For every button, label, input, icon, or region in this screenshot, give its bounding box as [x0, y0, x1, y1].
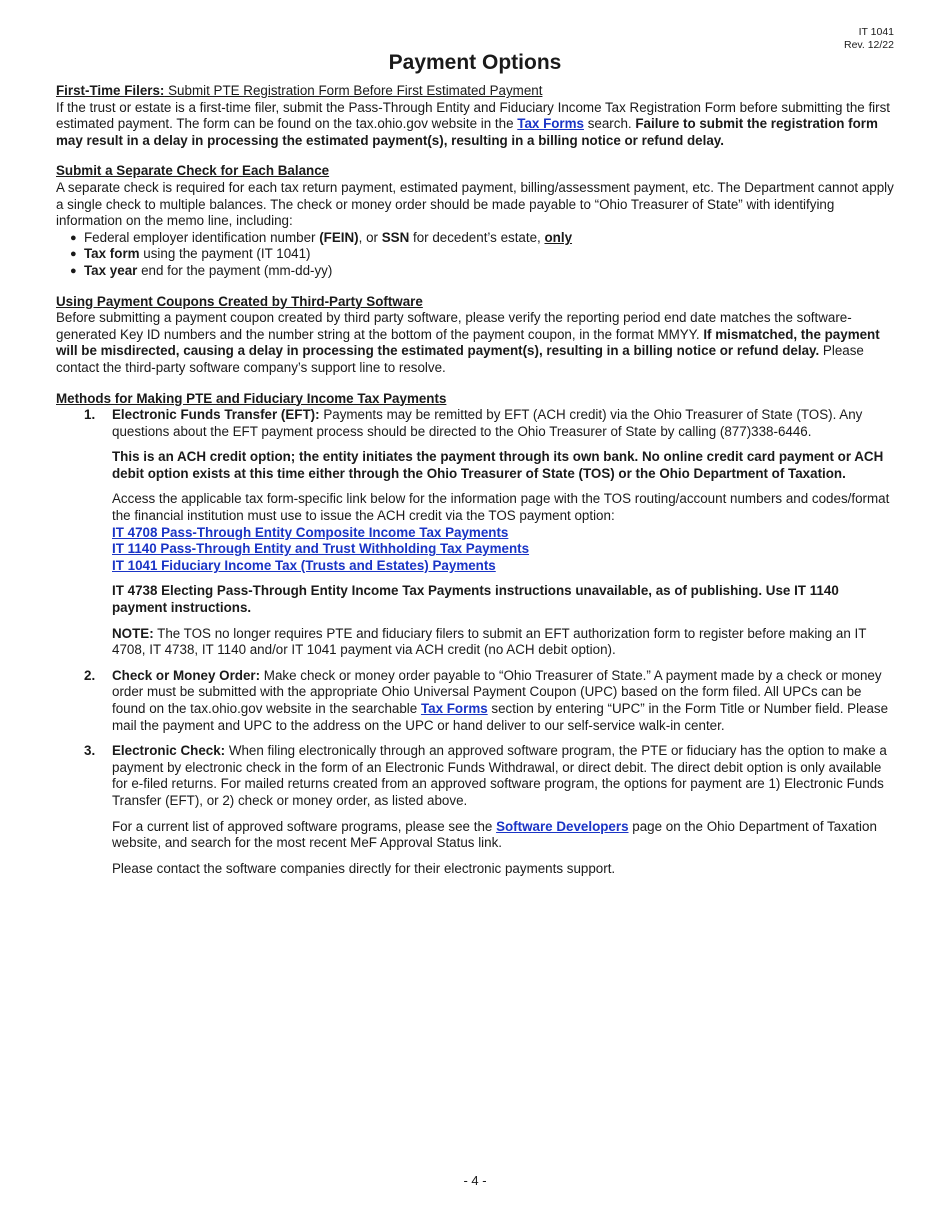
method-echeck — [56, 743, 894, 877]
fein-text: Federal employer identification number — [84, 229, 320, 245]
first-time-filers-section — [56, 83, 894, 149]
list-item — [70, 246, 894, 263]
echeck-text: When filing electronically through an approved software program, the PTE or fiduciary has the option to make a payment by electronic check in the form of an Electronic Funds Withdrawal, or direct debit. The direct debit option is only available for e-filed returns. For mailed returns created from an approved software program, the options for payment are 1) Electronic Funds Transfer (EFT), or 2) check or money order, as listed above. — [112, 743, 887, 808]
methods-section — [56, 391, 894, 878]
method-eft — [56, 407, 894, 659]
separate-check-section — [56, 163, 894, 279]
third-party-heading: Using Payment Coupons Created by Third-Party Software — [56, 293, 423, 309]
form-identifier — [844, 26, 894, 52]
software-list-text-2: page on the Ohio Department of Taxation website, and search for the most recent MeF Approval Status link. — [112, 818, 877, 851]
it1041-link[interactable]: IT 1041 Fiduciary Income Tax (Trusts and Estates) Payments — [112, 557, 496, 573]
check-label: Check or Money Order: — [112, 667, 261, 683]
page-title: Payment Options — [388, 51, 562, 74]
it4708-link[interactable]: IT 4708 Pass-Through Entity Composite Income Tax Payments — [112, 524, 509, 540]
list-item — [70, 263, 894, 280]
tax-form-text: using the payment (IT 1041) — [139, 246, 311, 262]
method-number: 2. — [84, 667, 96, 683]
contact-text: Please contact the software companies directly for their electronic payments support. — [112, 860, 616, 876]
tax-year-text: end for the payment (mm-dd-yy) — [137, 262, 333, 278]
it1140-link[interactable]: IT 1140 Pass-Through Entity and Trust Withholding Tax Payments — [112, 541, 530, 557]
ssn-label: SSN — [381, 229, 410, 245]
revision-date: Rev. 12/22 — [843, 39, 894, 51]
method-number: 3. — [84, 743, 96, 759]
methods-heading: Methods for Making PTE and Fiduciary Income Tax Payments — [56, 390, 447, 406]
check-text: Make check or money order payable to “Ohio Treasurer of State.” A payment made by a check or money order must be submitted with the appropriate Ohio Universal Payment Coupon (UPC) based on the form filed. All UPCs can be found on the tax.ohio.gov website in the searchable — [112, 667, 882, 716]
or-text: , or — [358, 229, 382, 245]
third-party-text: Before submitting a payment coupon created by third party software, please verify the reporting period end date matches the software-generated Key ID numbers and the number string at the bottom of the payment coupon, in the format MMYY. — [56, 310, 852, 342]
it4738-notice: IT 4738 Electing Pass-Through Entity Income Tax Payments instructions unavailable, as of publishing. Use IT 1140 payment instructions. — [112, 583, 839, 616]
form-number: IT 1041 — [858, 26, 894, 38]
access-text: Access the applicable tax form-specific link below for the information page with the TOS routing/account numbers and codes/format the financial institution must use to issue the ACH credit via the TOS payment option: — [112, 491, 890, 524]
tax-year-label: Tax year — [84, 262, 138, 278]
first-time-text: If the trust or estate is a first-time filer, submit the Pass-Through Entity and Fiduciary Income Tax Registration Form before submitting the first estimated payment. The form can be found on the tax.ohio.gov website in the — [56, 99, 891, 132]
software-developers-link[interactable]: Software Developers — [496, 818, 629, 834]
note-label: NOTE: — [112, 625, 154, 641]
third-party-section — [56, 294, 894, 377]
software-list-text: For a current list of approved software programs, please see the — [112, 818, 497, 834]
ach-credit-notice: This is an ACH credit option; the entity initiates the payment through its own bank. No online credit card payment or ACH debit option exists at this time either through the Ohio Treasurer of State (TOS) or the Ohio Department of Taxation. — [112, 449, 884, 481]
method-check — [56, 668, 894, 734]
only-emphasis: only — [544, 229, 573, 245]
separate-check-text: A separate check is required for each tax return payment, estimated payment, billing/assessment payment, etc. The Department cannot apply a single check to multiple balances. The check or money order should be made payable to “Ohio Treasurer of State” with identifying information on the memo line, including: — [56, 179, 894, 229]
eft-links-block — [112, 491, 894, 574]
first-time-filers-subheading: Submit PTE Registration Form Before First Estimated Payment — [164, 83, 543, 98]
tax-forms-link-2[interactable]: Tax Forms — [420, 701, 488, 716]
echeck-label: Electronic Check: — [112, 743, 226, 759]
methods-list — [56, 407, 894, 877]
third-party-contact-text: Please contact the third-party software company’s support line to resolve. — [56, 343, 864, 375]
check-text-2: section by entering “UPC” in the Form Title or Number field. Please mail the payment and UPC to the address on the UPC or hand deliver to our self-service walk-in center. — [112, 701, 889, 733]
decedent-text: for decedent’s estate, — [409, 229, 545, 245]
mismatch-warning: If mismatched, the payment will be misdirected, causing a delay in processing the estimated payment(s), resulting in a billing notice or refund delay. — [56, 326, 880, 359]
separate-check-heading: Submit a Separate Check for Each Balance — [56, 163, 330, 179]
tax-forms-link[interactable]: Tax Forms — [517, 116, 584, 132]
document-body — [56, 83, 894, 886]
memo-line-list — [56, 230, 894, 280]
list-item — [70, 230, 894, 247]
fein-label: (FEIN) — [319, 229, 359, 245]
method-number: 1. — [84, 407, 96, 423]
eft-label: Electronic Funds Transfer (EFT): — [112, 407, 320, 423]
registration-warning: Failure to submit the registration form may result in a delay in processing the estimated payment(s), resulting in a billing notice or refund delay. — [56, 116, 878, 148]
page-number: - 4 - — [463, 1173, 487, 1188]
first-time-text-2: search. — [584, 116, 636, 132]
note-text: The TOS no longer requires PTE and fiduciary filers to submit an EFT authorization form to register before making an IT 4708, IT 4738, IT 1140 and/or IT 1041 payment via ACH credit (no ACH debit option). — [112, 625, 867, 658]
eft-text: Payments may be remitted by EFT (ACH credit) via the Ohio Treasurer of State (TOS). Any questions about the EFT payment process should be directed to the Ohio Treasurer of State by calling (877)338-6446. — [112, 407, 863, 439]
first-time-filers-heading: First-Time Filers: — [56, 83, 165, 98]
tax-form-label: Tax form — [84, 246, 140, 262]
